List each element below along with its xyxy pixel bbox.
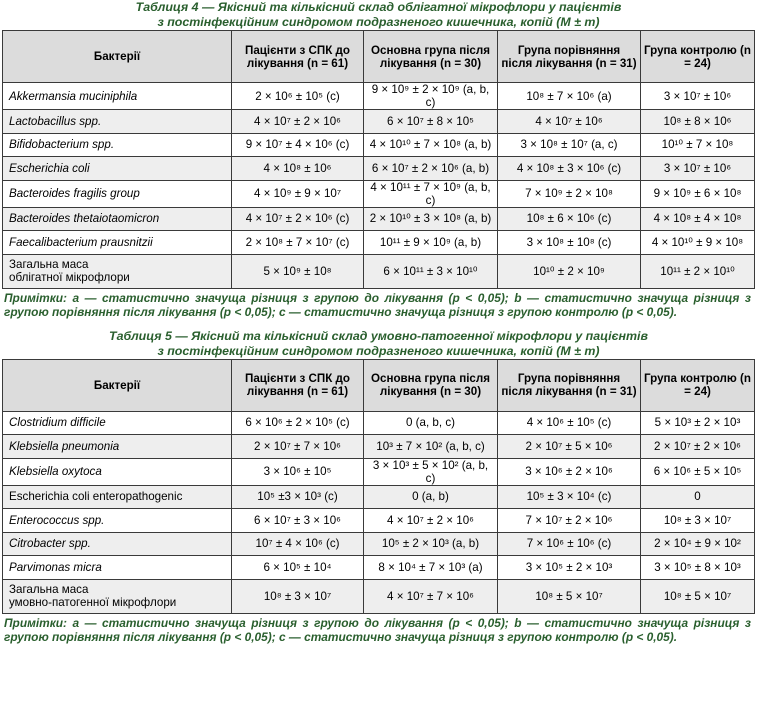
cell-control: 2 × 10⁷ ± 2 × 10⁶ — [641, 435, 755, 459]
cell-control: 10⁸ ± 8 × 10⁶ — [641, 110, 755, 134]
row-name: Citrobacter spp. — [3, 532, 232, 556]
table-row — [3, 231, 755, 255]
table4-header-control: Група контролю (n = 24) — [641, 31, 755, 83]
table5-title-line2: з постінфекційним синдромом подразненого кишечника, копій (M ± m) — [157, 343, 600, 358]
cell-comparison-after: 10⁸ ± 7 × 10⁶ (a) — [498, 83, 641, 110]
table5-header-control: Група контролю (n = 24) — [641, 359, 755, 411]
cell-comparison-after: 7 × 10⁹ ± 2 × 10⁸ — [498, 180, 641, 207]
cell-control: 3 × 10⁷ ± 10⁶ — [641, 157, 755, 181]
cell-comparison-after: 10⁵ ± 3 × 10⁴ (c) — [498, 485, 641, 509]
table4-title-line2: з постінфекційним синдромом подразненого кишечника, копій (M ± m) — [157, 15, 600, 29]
cell-main-after: 4 × 10¹¹ ± 7 × 10⁹ (a, b, c) — [364, 180, 498, 207]
cell-ibs-before: 10⁷ ± 4 × 10⁶ (c) — [232, 532, 364, 556]
cell-ibs-before: 2 × 10⁸ ± 7 × 10⁷ (c) — [232, 231, 364, 255]
cell-main-after: 6 × 10¹¹ ± 3 × 10¹⁰ — [364, 254, 498, 288]
cell-comparison-after: 3 × 10⁸ ± 10⁷ (a, c) — [498, 133, 641, 157]
cell-control: 10⁸ ± 3 × 10⁷ — [641, 509, 755, 533]
row-name: Bacteroides fragilis group — [3, 180, 232, 207]
table4-title-line1: Таблиця 4 — Якісний та кількісний склад облігатної мікрофлори у пацієнтів — [135, 0, 622, 14]
cell-ibs-before: 6 × 10⁵ ± 10⁴ — [232, 556, 364, 580]
cell-control: 9 × 10⁹ ± 6 × 10⁸ — [641, 180, 755, 207]
table5-title-line1: Таблиця 5 — Якісний та кількісний склад умовно-патогенної мікрофлори у пацієнтів — [109, 328, 648, 343]
cell-main-after: 10⁵ ± 2 × 10³ (a, b) — [364, 532, 498, 556]
table5 — [2, 359, 755, 614]
cell-main-after: 10¹¹ ± 9 × 10⁹ (a, b) — [364, 231, 498, 255]
cell-ibs-before: 4 × 10⁷ ± 2 × 10⁶ (c) — [232, 207, 364, 231]
table5-title — [0, 329, 757, 359]
cell-main-after: 4 × 10¹⁰ ± 7 × 10⁸ (a, b) — [364, 133, 498, 157]
cell-ibs-before: 2 × 10⁷ ± 7 × 10⁶ — [232, 435, 364, 459]
cell-control: 10¹⁰ ± 7 × 10⁸ — [641, 133, 755, 157]
cell-main-after: 9 × 10⁹ ± 2 × 10⁹ (a, b, c) — [364, 83, 498, 110]
cell-comparison-after: 4 × 10⁸ ± 3 × 10⁶ (c) — [498, 157, 641, 181]
cell-ibs-before: 4 × 10⁷ ± 2 × 10⁶ — [232, 110, 364, 134]
cell-ibs-before: 4 × 10⁹ ± 9 × 10⁷ — [232, 180, 364, 207]
table4-header-bacteria: Бактерії — [3, 31, 232, 83]
table-row — [3, 110, 755, 134]
cell-control: 2 × 10⁴ ± 9 × 10² — [641, 532, 755, 556]
table5-header-main-after: Основна група після лікування (n = 30) — [364, 359, 498, 411]
cell-main-after: 10³ ± 7 × 10² (a, b, c) — [364, 435, 498, 459]
table-row — [3, 532, 755, 556]
cell-control: 3 × 10⁵ ± 8 × 10³ — [641, 556, 755, 580]
cell-comparison-after: 2 × 10⁷ ± 5 × 10⁶ — [498, 435, 641, 459]
cell-main-after: 0 (a, b, c) — [364, 411, 498, 435]
cell-main-after: 4 × 10⁷ ± 2 × 10⁶ — [364, 509, 498, 533]
table4-header-main-after: Основна група після лікування (n = 30) — [364, 31, 498, 83]
table5-header-ibs-before: Пацієнти з СПК до лікування (n = 61) — [232, 359, 364, 411]
cell-comparison-after: 3 × 10⁶ ± 2 × 10⁶ — [498, 458, 641, 485]
cell-main-after: 2 × 10¹⁰ ± 3 × 10⁸ (a, b) — [364, 207, 498, 231]
table-row — [3, 556, 755, 580]
row-name: Clostridium difficile — [3, 411, 232, 435]
table-row — [3, 133, 755, 157]
cell-main-after: 8 × 10⁴ ± 7 × 10³ (a) — [364, 556, 498, 580]
table4-header-comparison-after: Група порівняння після лікування (n = 31) — [498, 31, 641, 83]
cell-comparison-after: 7 × 10⁷ ± 2 × 10⁶ — [498, 509, 641, 533]
table-row — [3, 157, 755, 181]
row-name: Faecalibacterium prausnitzii — [3, 231, 232, 255]
table-row — [3, 180, 755, 207]
total-label-line2: умовно-патогенної мікрофлори — [9, 596, 177, 609]
cell-ibs-before: 6 × 10⁷ ± 3 × 10⁶ — [232, 509, 364, 533]
cell-main-after: 3 × 10³ ± 5 × 10² (a, b, c) — [364, 458, 498, 485]
row-name-total — [3, 579, 232, 613]
cell-main-after: 0 (a, b) — [364, 485, 498, 509]
row-name: Bifidobacterium spp. — [3, 133, 232, 157]
cell-ibs-before: 3 × 10⁶ ± 10⁵ — [232, 458, 364, 485]
cell-ibs-before: 10⁵ ±3 × 10³ (c) — [232, 485, 364, 509]
table-row-total — [3, 579, 755, 613]
table5-note: Примітки: a — статистично значуща різниця з групою до лікування (p < 0,05); b — статистично значуща різниця з групою порівняння після лікування (p < 0,05); c — статистично значуща різниця з групою контролю (p < 0,05). — [4, 615, 751, 644]
total-label-line1: Загальна маса — [9, 583, 89, 596]
cell-control: 4 × 10¹⁰ ± 9 × 10⁸ — [641, 231, 755, 255]
row-name-total — [3, 254, 232, 288]
total-label-line2: облігатної мікрофлори — [9, 271, 130, 284]
cell-control: 10¹¹ ± 2 × 10¹⁰ — [641, 254, 755, 288]
cell-comparison-after: 10⁸ ± 6 × 10⁶ (c) — [498, 207, 641, 231]
cell-comparison-after: 10⁸ ± 5 × 10⁷ — [498, 579, 641, 613]
table-row — [3, 411, 755, 435]
row-name: Escherichia coli — [3, 157, 232, 181]
cell-comparison-after: 3 × 10⁵ ± 2 × 10³ — [498, 556, 641, 580]
table-row — [3, 207, 755, 231]
row-name: Enterococcus spp. — [3, 509, 232, 533]
cell-control: 4 × 10⁸ ± 4 × 10⁸ — [641, 207, 755, 231]
row-name: Lactobacillus spp. — [3, 110, 232, 134]
cell-control: 5 × 10³ ± 2 × 10³ — [641, 411, 755, 435]
table5-header-comparison-after: Група порівняння після лікування (n = 31) — [498, 359, 641, 411]
cell-ibs-before: 6 × 10⁶ ± 2 × 10⁵ (c) — [232, 411, 364, 435]
cell-ibs-before: 10⁸ ± 3 × 10⁷ — [232, 579, 364, 613]
row-name: Parvimonas micra — [3, 556, 232, 580]
row-name: Klebsiella oxytoca — [3, 458, 232, 485]
row-name: Klebsiella pneumonia — [3, 435, 232, 459]
cell-comparison-after: 4 × 10⁷ ± 10⁶ — [498, 110, 641, 134]
table-row — [3, 458, 755, 485]
total-label-line1: Загальна маса — [9, 258, 89, 271]
cell-main-after: 6 × 10⁷ ± 8 × 10⁵ — [364, 110, 498, 134]
row-name: Escherichia coli enteropathogenic — [3, 485, 232, 509]
table4-header-ibs-before: Пацієнти з СПК до лікування (n = 61) — [232, 31, 364, 83]
cell-ibs-before: 2 × 10⁶ ± 10⁵ (c) — [232, 83, 364, 110]
cell-comparison-after: 10¹⁰ ± 2 × 10⁹ — [498, 254, 641, 288]
cell-ibs-before: 9 × 10⁷ ± 4 × 10⁶ (c) — [232, 133, 364, 157]
cell-comparison-after: 4 × 10⁶ ± 10⁵ (c) — [498, 411, 641, 435]
table4-title — [0, 0, 757, 30]
table4 — [2, 30, 755, 289]
cell-comparison-after: 3 × 10⁸ ± 10⁸ (c) — [498, 231, 641, 255]
cell-main-after: 4 × 10⁷ ± 7 × 10⁶ — [364, 579, 498, 613]
table-row — [3, 485, 755, 509]
table4-note: Примітки: a — статистично значуща різниця з групою до лікування (p < 0,05); b — статистично значуща різниця з групою порівняння після лікування (p < 0,05); c — статистично значуща різниця з групою контролю (p < 0,05). — [4, 290, 751, 319]
cell-control: 6 × 10⁶ ± 5 × 10⁵ — [641, 458, 755, 485]
row-name: Akkermansia muciniphila — [3, 83, 232, 110]
table-row-total — [3, 254, 755, 288]
table-row — [3, 509, 755, 533]
cell-control: 10⁸ ± 5 × 10⁷ — [641, 579, 755, 613]
table-row — [3, 83, 755, 110]
table5-header-bacteria: Бактерії — [3, 359, 232, 411]
cell-main-after: 6 × 10⁷ ± 2 × 10⁶ (a, b) — [364, 157, 498, 181]
cell-ibs-before: 4 × 10⁸ ± 10⁶ — [232, 157, 364, 181]
table-row — [3, 435, 755, 459]
row-name: Bacteroides thetaiotaomicron — [3, 207, 232, 231]
cell-comparison-after: 7 × 10⁶ ± 10⁶ (c) — [498, 532, 641, 556]
cell-control: 3 × 10⁷ ± 10⁶ — [641, 83, 755, 110]
cell-ibs-before: 5 × 10⁹ ± 10⁸ — [232, 254, 364, 288]
cell-control: 0 — [641, 485, 755, 509]
